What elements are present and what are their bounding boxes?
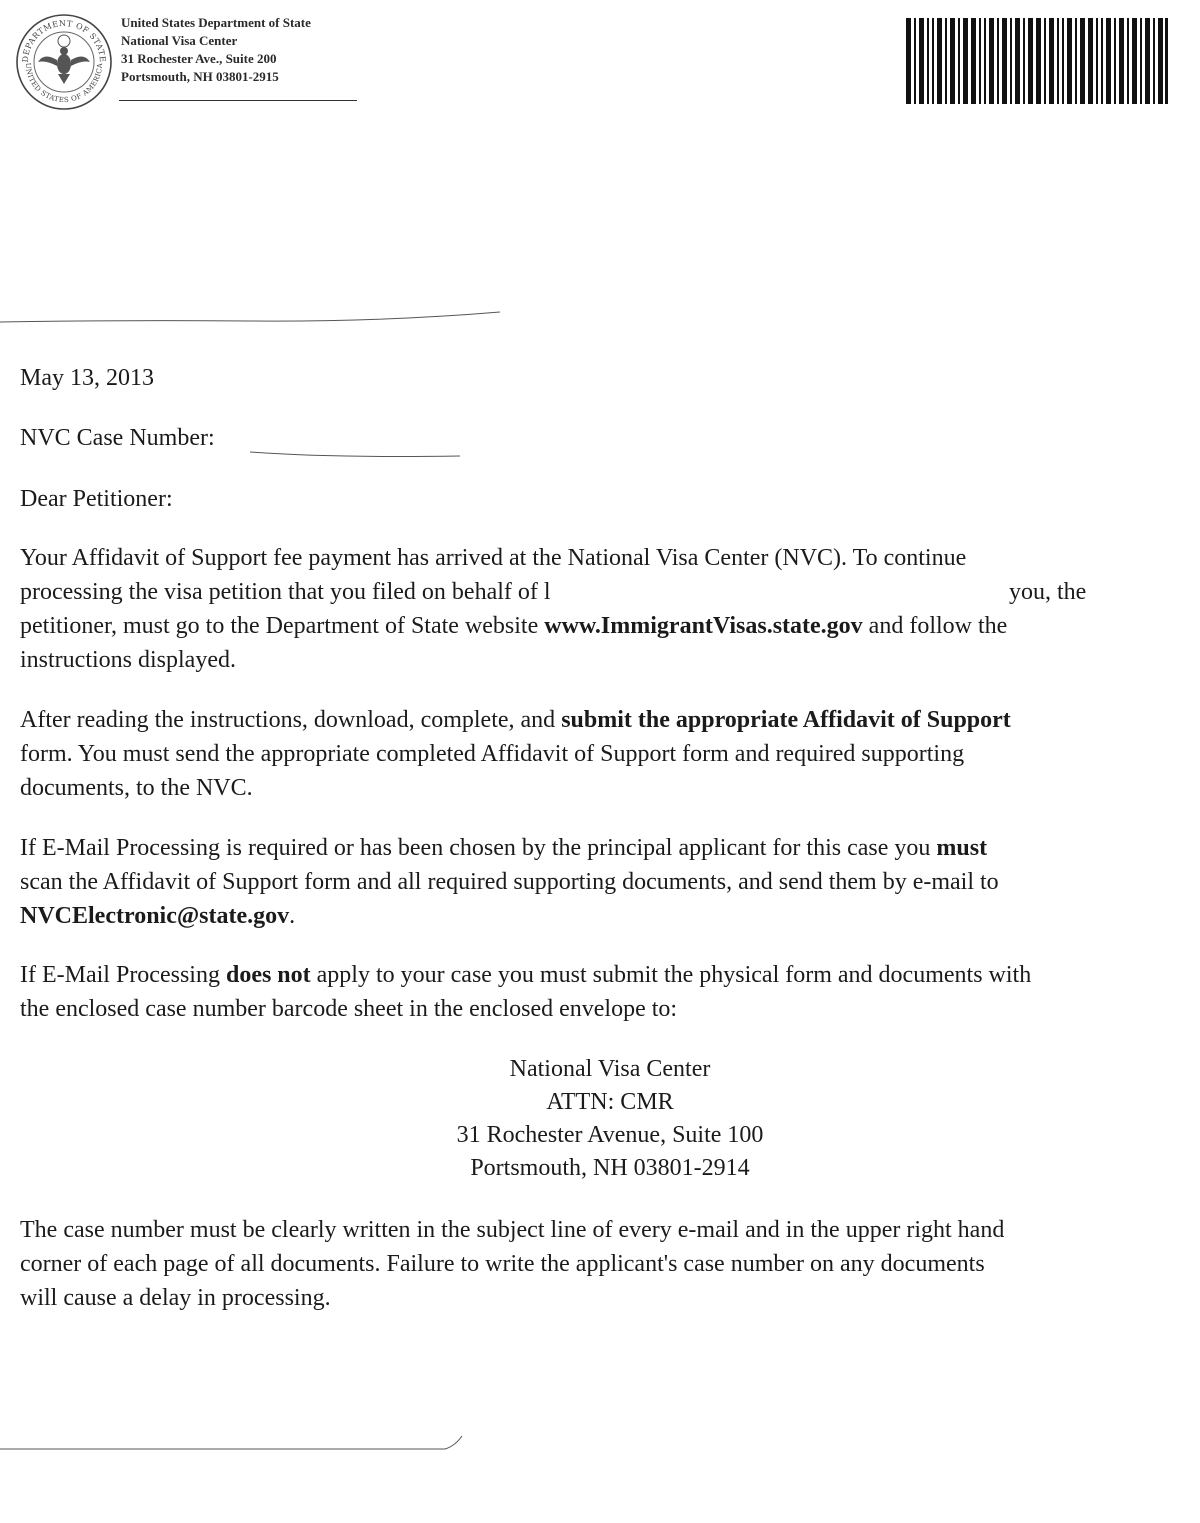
redacted-case-number-line	[250, 448, 465, 462]
p2-line-1	[20, 703, 1190, 737]
paragraph-submit-affidavit	[20, 703, 1190, 805]
immigrant-visas-website-link[interactable]: www.ImmigrantVisas.state.gov	[544, 613, 863, 639]
p2-line-3: documents, to the NVC.	[20, 775, 253, 801]
p2-bold-instruction: submit the appropriate Affidavit of Support	[561, 707, 1011, 733]
nvc-electronic-email-link[interactable]: NVCElectronic@state.gov	[20, 903, 290, 929]
department-of-state-seal-icon	[14, 12, 114, 112]
p3-line-1-start: If E-Mail Processing is required or has been chosen by the principal applicant for this case you	[20, 835, 937, 861]
p1-line-4: instructions displayed.	[20, 647, 236, 673]
case-number-label: NVC Case Number:	[20, 425, 215, 451]
p3-line-3	[20, 899, 1190, 933]
p4-line-1	[20, 958, 1190, 992]
redacted-addressee-line	[0, 300, 510, 330]
sender-line-street: 31 Rochester Ave., Suite 200	[121, 51, 277, 66]
sender-line-center: National Visa Center	[121, 33, 238, 48]
address-street: 31 Rochester Avenue, Suite 100	[456, 1122, 764, 1148]
address-attn: ATTN: CMR	[546, 1089, 674, 1115]
paragraph-case-number-instructions	[20, 1213, 1190, 1315]
paragraph-email-processing	[20, 831, 1190, 933]
p2-line-2: form. You must send the appropriate completed Affidavit of Support form and required supporting	[20, 741, 965, 767]
p1-line-3	[20, 609, 1190, 643]
redacted-signature-line	[0, 1432, 470, 1456]
p1-line-3-start: petitioner, must go to the Department of State website	[20, 613, 545, 639]
p2-line-1-start: After reading the instructions, download, complete, and	[20, 707, 562, 733]
p3-line-3-end: .	[289, 903, 296, 929]
paragraph-fee-received	[20, 541, 1190, 677]
p1-line-3-end: and follow the	[862, 613, 1008, 639]
p4-bold-does-not: does not	[225, 962, 311, 988]
sender-line-city: Portsmouth, NH 03801-2915	[121, 69, 279, 84]
p1-line-2-start: processing the visa petition that you filed on behalf of l	[20, 579, 551, 605]
sender-line-department: United States Department of State	[121, 15, 311, 30]
address-name: National Visa Center	[509, 1056, 711, 1082]
p5-line-2: corner of each page of all documents. Failure to write the applicant's case number on any documents	[20, 1251, 985, 1277]
barcode-icon	[904, 18, 1168, 104]
p1-line-2-end: you, the	[1009, 579, 1087, 605]
p1-line-1: Your Affidavit of Support fee payment has arrived at the National Visa Center (NVC). To continue	[20, 545, 967, 571]
p5-line-3: will cause a delay in processing.	[20, 1285, 331, 1311]
p3-line-1	[20, 831, 1190, 865]
p1-line-2	[20, 575, 1190, 609]
sender-underline	[119, 100, 357, 101]
address-city: Portsmouth, NH 03801-2914	[470, 1155, 750, 1181]
svg-text:DEPARTMENT OF STATE: DEPARTMENT OF STATE	[20, 18, 108, 63]
sender-address-block	[121, 14, 311, 86]
p4-line-1-end: apply to your case you must submit the physical form and documents with	[310, 962, 1032, 988]
p4-line-2: the enclosed case number barcode sheet in the enclosed envelope to:	[20, 996, 678, 1022]
p3-line-2: scan the Affidavit of Support form and all required supporting documents, and send them by e-mail to	[20, 869, 999, 895]
svg-text:UNITED STATES OF AMERICA: UNITED STATES OF AMERICA	[23, 62, 105, 105]
nvc-mailing-address	[0, 1053, 1200, 1185]
p3-bold-must: must	[936, 835, 988, 861]
p5-line-1: The case number must be clearly written in the subject line of every e-mail and in the upper right hand	[20, 1217, 1005, 1243]
salutation: Dear Petitioner:	[20, 486, 173, 512]
letter-date: May 13, 2013	[20, 365, 154, 391]
paragraph-physical-submission	[20, 958, 1190, 1026]
p4-line-1-start: If E-Mail Processing	[20, 962, 226, 988]
